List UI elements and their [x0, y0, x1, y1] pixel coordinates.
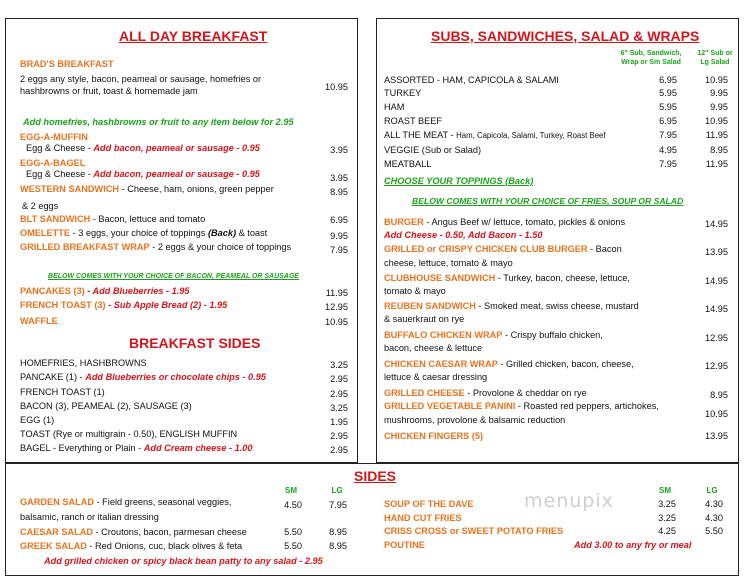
breakfast-side-label: EGG (1): [20, 415, 55, 425]
sub-item-price-large: 11.95: [705, 159, 728, 169]
french-name: FRENCH TOAST (3): [20, 300, 106, 310]
pancakes-line: [20, 286, 190, 297]
sub-item-price-large: 9.95: [710, 102, 728, 112]
muffin-line: [26, 143, 260, 154]
omelette-line: [20, 228, 267, 239]
sides-left-note: Add grilled chicken or spicy black bean patty to any salad - 2.95: [44, 556, 323, 566]
sub-item-price-small: 7.95: [659, 159, 677, 169]
caesar-price: 12.95: [705, 361, 728, 371]
sides-right-note: Add 3.00 to any fry or meal: [574, 540, 692, 550]
salad-item: [20, 527, 247, 538]
muffin-add: Add bacon, peameal or sausage - 0.95: [93, 143, 260, 153]
breakfast-note2: BELOW COMES WITH YOUR CHOICE OF BACON, PEAMEAL OR SAUSAGE: [48, 273, 299, 280]
sub-item-price-small: 4.95: [659, 145, 677, 155]
fingers-name: CHICKEN FINGERS (5): [384, 431, 484, 441]
bagel-price: 3.95: [330, 173, 348, 183]
side-item-price-sm: 4.25: [658, 526, 676, 536]
grilled-cheese-line: [384, 388, 587, 399]
waffle-price: 10.95: [325, 317, 348, 327]
breakfast-side-price: 2.95: [330, 374, 348, 384]
western-desc: - Cheese, ham, onions, green pepper: [119, 184, 274, 194]
sub-item-price-large: 8.95: [710, 145, 728, 155]
salad-price-sm: 5.50: [284, 541, 302, 551]
wrap-price: 7.95: [330, 245, 348, 255]
panini-desc2: mushrooms, provolone & balsamic reduction: [384, 415, 566, 425]
buffalo-name: BUFFALO CHICKEN WRAP: [384, 330, 503, 340]
breakfast-sides-title: BREAKFAST SIDES: [129, 335, 261, 351]
breakfast-title: ALL DAY BREAKFAST: [119, 28, 268, 44]
sub-item-name: TURKEY: [384, 88, 422, 98]
breakfast-side-price: 2.95: [330, 431, 348, 441]
omelette-paren: (Back): [207, 228, 237, 238]
pancakes-name: PANCAKES (3): [20, 286, 85, 296]
salad-name: GARDEN SALAD: [20, 497, 95, 507]
salad-name: GREEK SALAD: [20, 541, 87, 551]
club-burger-desc2: cheese, lettuce, tomato & mayo: [384, 258, 513, 268]
clubhouse-name: CLUBHOUSE SANDWICH: [384, 273, 496, 283]
salad-price-lg: 8.95: [329, 527, 347, 537]
breakfast-side-item: [20, 429, 237, 440]
salad-desc2: balsamic, ranch or italian dressing: [20, 512, 159, 522]
french-line: [20, 300, 227, 311]
muffin-desc: Egg & Cheese -: [26, 143, 94, 153]
sub-item-price-small: 5.95: [659, 102, 677, 112]
breakfast-side-label: BAGEL - Everything or Plain -: [20, 443, 144, 453]
muffin-price: 3.95: [330, 145, 348, 155]
buffalo-price: 12.95: [705, 333, 728, 343]
western-price: 8.95: [330, 187, 348, 197]
breakfast-note: Add homefries, hashbrowns or fruit to any item below for 2.95: [23, 117, 294, 127]
sub-item-price-small: 6.95: [659, 75, 677, 85]
blt-price: 6.95: [330, 215, 348, 225]
caesar-desc2: lettuce & caesar dressing: [384, 372, 488, 382]
sub-item-price-small: 7.95: [659, 130, 677, 140]
sub-item: [384, 116, 442, 127]
salad-item: [20, 541, 242, 552]
brads-price: 10.95: [325, 82, 348, 92]
clubhouse-desc2: tomato & mayo: [384, 286, 446, 296]
breakfast-side-item: [20, 387, 105, 398]
reuben-desc2: & sauerkraut on rye: [384, 314, 465, 324]
buffalo-line: [384, 330, 603, 341]
salad-name: CAESAR SALAD: [20, 527, 93, 537]
breakfast-side-item: [20, 443, 253, 454]
muffin-name: EGG-A-MUFFIN: [20, 132, 88, 142]
club-burger-price: 13.95: [705, 247, 728, 257]
clubhouse-desc: - Turkey, bacon, cheese, lettuce,: [495, 273, 630, 283]
salad-price-sm: 4.50: [284, 500, 302, 510]
sub-item-price-large: 9.95: [710, 88, 728, 98]
subs-title: SUBS, SANDWICHES, SALAD & WRAPS: [431, 28, 700, 44]
burger-desc: - Angus Beef w/ lettuce, tomato, pickles & onions: [423, 217, 626, 227]
sub-item-price-small: 5.95: [659, 88, 677, 98]
sub-item-name: ROAST BEEF: [384, 116, 443, 126]
caesar-name: CHICKEN CAESAR WRAP: [384, 359, 498, 369]
breakfast-side-addon: Add Cream cheese - 1.00: [143, 443, 253, 453]
side-item-price-lg: 5.50: [705, 526, 723, 536]
breakfast-side-price: 1.95: [330, 417, 348, 427]
subs-note: BELOW COMES WITH YOUR CHOICE OF FRIES, SOUP OR SALAD: [412, 196, 684, 206]
caesar-desc: - Grilled chicken, bacon, cheese,: [497, 359, 634, 369]
breakfast-side-item: [20, 358, 147, 369]
sub-item-price-small: 6.95: [659, 116, 677, 126]
salad-item: [20, 497, 231, 508]
fingers-price: 13.95: [705, 431, 728, 441]
burger-line: [384, 217, 625, 228]
salad-desc: - Field greens, seasonal veggies,: [94, 497, 232, 507]
grilled-cheese-desc: - Provolone & cheddar on rye: [464, 388, 587, 398]
panini-desc: - Roasted red peppers, artichokes,: [515, 401, 659, 411]
breakfast-side-label: TOAST (Rye or multigrain - 0.50), ENGLISH MUFFIN: [20, 429, 238, 439]
bagel-desc: Egg & Cheese -: [26, 169, 94, 179]
breakfast-side-item: [20, 401, 192, 412]
menupix-watermark: menupix: [524, 490, 614, 512]
subs-toppings: CHOOSE YOUR TOPPINGS (Back): [384, 176, 534, 186]
buffalo-desc2: bacon, cheese & lettuce: [384, 343, 483, 353]
blt-desc: - Bacon, lettuce and tomato: [90, 214, 206, 224]
brads-desc2: hashbrowns or fruit, toast & homemade jam: [20, 86, 198, 96]
breakfast-side-label: FRENCH TOAST (1): [20, 387, 105, 397]
caesar-line: [384, 359, 634, 370]
pancakes-add: - Add Blueberries - 1.95: [84, 286, 190, 296]
subs-col2-header: 12" Sub or Lg Salad: [697, 50, 733, 66]
sub-item-price-large: 11.95: [705, 130, 728, 140]
side-item-price-lg: 4.30: [705, 499, 723, 509]
clubhouse-price: 14.95: [705, 276, 728, 286]
sub-item: [384, 159, 431, 170]
sides-left-sm-header: SM: [285, 486, 297, 495]
clubhouse-line: [384, 273, 630, 284]
pancakes-price: 11.95: [325, 288, 348, 298]
omelette-price: 9.95: [330, 231, 348, 241]
brads-desc1: 2 eggs any style, bacon, peameal or sausage, homefries or: [20, 74, 262, 84]
breakfast-side-label: PANCAKE (1) -: [20, 372, 86, 382]
buffalo-desc: - Crispy buffalo chicken,: [502, 330, 603, 340]
sub-item: [384, 130, 606, 141]
side-item-price-sm: 3.25: [658, 499, 676, 509]
sub-item: [384, 75, 559, 86]
salad-desc: - Red Onions, cuc, black olives & feta: [86, 541, 243, 551]
breakfast-side-price: 3.25: [330, 403, 348, 413]
panini-line: [384, 401, 659, 412]
side-item-name: CRISS CROSS or SWEET POTATO FRIES: [384, 526, 564, 536]
panini-name: GRILLED VEGETABLE PANINI: [384, 401, 516, 411]
sides-right-sm-header: SM: [659, 486, 671, 495]
western-desc2: & 2 eggs: [22, 201, 59, 211]
burger-add: Add Cheese - 0.50, Add Bacon - 1.50: [384, 230, 543, 240]
sub-item-name: HAM: [384, 102, 405, 112]
sub-item-detail: Ham, Capicola, Salami, Turkey, Roast Beef: [456, 131, 606, 140]
club-burger-line: [384, 244, 622, 255]
sides-right-lg-header: LG: [706, 486, 718, 495]
sub-item-name: MEATBALL: [384, 159, 432, 169]
breakfast-side-price: 2.95: [330, 445, 348, 455]
sub-item-name: ALL THE MEAT -: [384, 130, 457, 140]
bagel-add: Add bacon, peameal or sausage - 0.95: [93, 169, 260, 179]
reuben-line: [384, 301, 639, 312]
salad-price-lg: 7.95: [329, 500, 347, 510]
sides-left-lg-header: LG: [331, 486, 343, 495]
sides-title: SIDES: [354, 468, 397, 484]
sub-item-price-large: 10.95: [705, 116, 728, 126]
reuben-price: 14.95: [705, 304, 728, 314]
sub-item: [384, 145, 481, 156]
burger-name: BURGER: [384, 217, 424, 227]
breakfast-side-label: BACON (3), PEAMEAL (2), SAUSAGE (3): [20, 401, 192, 411]
salad-desc: - Croutons, bacon, parmesan cheese: [93, 527, 247, 537]
burger-price: 14.95: [705, 219, 728, 229]
salad-price-sm: 5.50: [284, 527, 302, 537]
sub-item-name: ASSORTED - HAM, CAPICOLA & SALAMI: [384, 75, 559, 85]
side-item-price-sm: 3.25: [658, 513, 676, 523]
club-burger-name: GRILLED or CRISPY CHICKEN CLUB BURGER: [384, 244, 588, 254]
bagel-name: EGG-A-BAGEL: [20, 158, 86, 168]
bagel-line: [26, 169, 260, 180]
breakfast-side-price: 2.95: [330, 389, 348, 399]
side-item-name: SOUP OF THE DAVE: [384, 499, 474, 509]
western-name: WESTERN SANDWICH: [20, 184, 120, 194]
reuben-name: REUBEN SANDWICH: [384, 301, 476, 311]
french-add: - Sub Apple Bread (2) - 1.95: [105, 300, 228, 310]
grilled-cheese-price: 8.95: [710, 390, 728, 400]
breakfast-side-item: [20, 372, 266, 383]
western-line: [20, 184, 274, 195]
breakfast-side-item: [20, 415, 54, 426]
side-item-price-lg: 4.30: [705, 513, 723, 523]
wrap-line: [20, 242, 291, 253]
omelette-name: OMELETTE: [20, 228, 71, 238]
side-item-name: POUTINE: [384, 540, 425, 550]
salad-price-lg: 8.95: [329, 541, 347, 551]
sub-item-price-large: 10.95: [705, 75, 728, 85]
reuben-desc: - Smoked meat, swiss cheese, mustard: [475, 301, 639, 311]
sub-item: [384, 102, 404, 113]
sub-item-name: VEGGIE (Sub or Salad): [384, 145, 482, 155]
wrap-desc: - 2 eggs & your choice of toppings: [149, 242, 292, 252]
waffle-name: WAFFLE: [20, 316, 58, 326]
french-price: 12.95: [325, 302, 348, 312]
side-item-name: HAND CUT FRIES: [384, 513, 462, 523]
omelette-desc: - 3 eggs, your choice of toppings: [70, 228, 208, 238]
sub-item: [384, 88, 421, 99]
grilled-cheese-name: GRILLED CHEESE: [384, 388, 465, 398]
blt-name: BLT SANDWICH: [20, 214, 91, 224]
brads-name: BRAD'S BREAKFAST: [20, 59, 114, 69]
wrap-name: GRILLED BREAKFAST WRAP: [20, 242, 150, 252]
breakfast-side-price: 3.25: [330, 360, 348, 370]
subs-col1-header: 6" Sub, Sandwich, Wrap or Sm Salad: [620, 50, 682, 66]
panini-price: 10.95: [705, 409, 728, 419]
club-burger-desc: - Bacon: [587, 244, 622, 254]
omelette-desc2: & toast: [236, 228, 268, 238]
breakfast-side-addon: Add Blueberries or chocolate chips - 0.95: [85, 372, 266, 382]
breakfast-side-label: HOMEFRIES, HASHBROWNS: [20, 358, 147, 368]
blt-line: [20, 214, 205, 225]
